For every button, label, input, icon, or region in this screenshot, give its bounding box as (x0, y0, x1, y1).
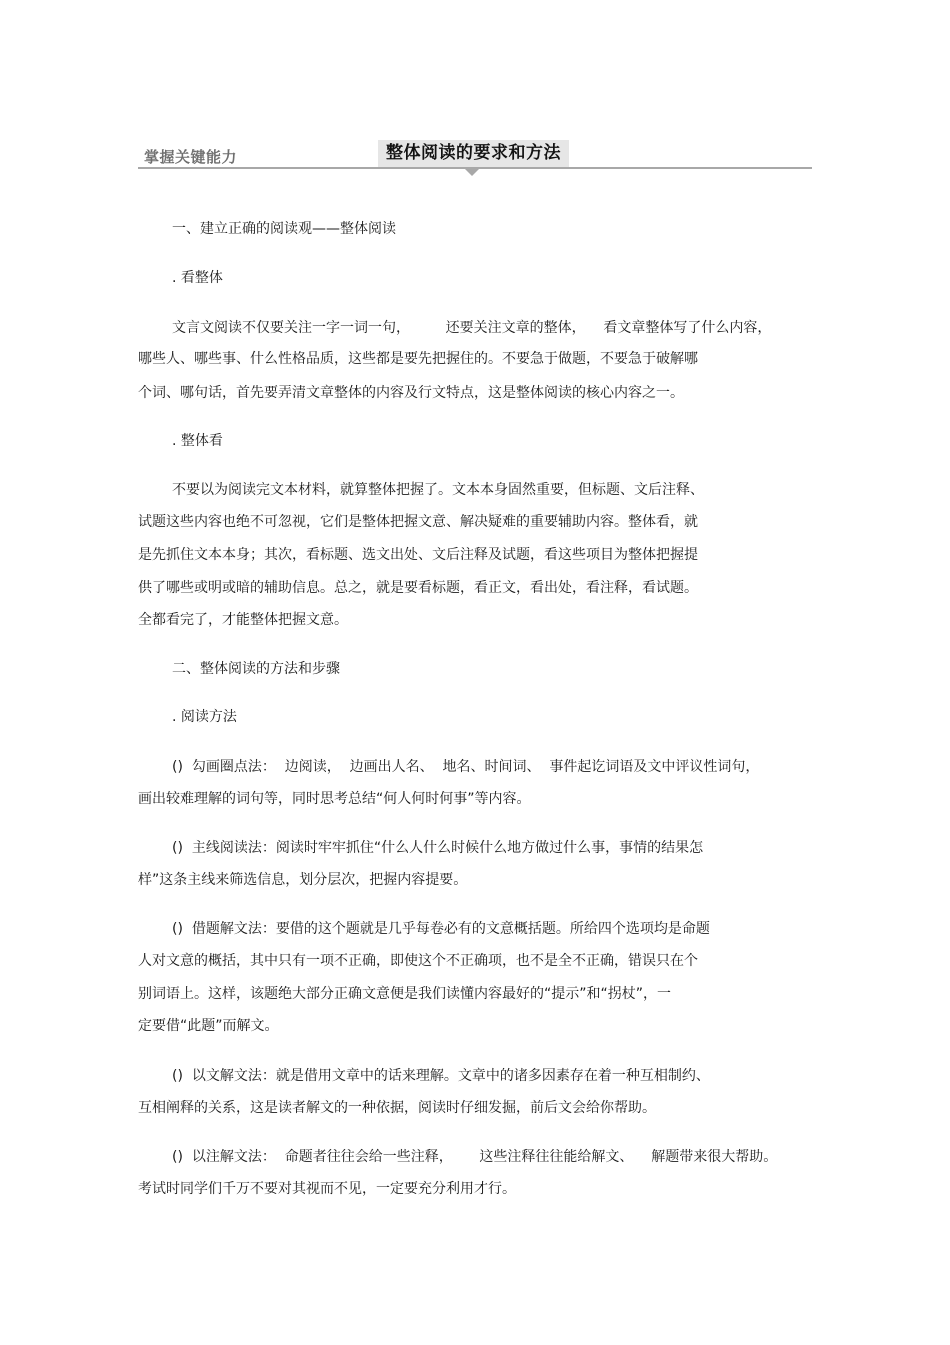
section-header (138, 138, 812, 172)
section-heading: 一、建立正确的阅读观——整体阅读 (172, 221, 396, 237)
method-line: () 勾画圈点法： 边阅读， 边画出人名、 地名、时间词、 事件起讫词语及文中评议性词句， (172, 759, 760, 775)
paragraph-line: 供了哪些或明或暗的辅助信息。总之，就是要看标题，看正文，看出处，看注释，看试题。 (138, 580, 698, 596)
paragraph-line: 不要以为阅读完文本材料，就算整体把握了。文本本身固然重要，但标题、文后注释、 (172, 482, 704, 498)
subsection-heading: . 整体看 (172, 433, 223, 449)
paragraph-line: 试题这些内容也绝不可忽视，它们是整体把握文意、解决疑难的重要辅助内容。整体看，就 (138, 514, 698, 530)
header-pointer (465, 169, 479, 176)
paragraph-line: 是先抓住文本本身；其次，看标题、选文出处、文后注释及试题，看这些项目为整体把握提 (138, 547, 698, 563)
paragraph-line: 文言文阅读不仅要关注一字一词一句， 还要关注文章的整体， 看文章整体写了什么内容， (172, 320, 772, 336)
paragraph-line: 全都看完了，才能整体把握文意。 (138, 612, 348, 628)
method-line: 人对文意的概括，其中只有一项不正确，即使这个不正确项，也不是全不正确，错误只在个 (138, 953, 698, 969)
method-line: 互相阐释的关系，这是读者解文的一种依据，阅读时仔细发掘，前后文会给你帮助。 (138, 1100, 656, 1116)
method-line: () 借题解文法：要借的这个题就是几乎每卷必有的文意概括题。所给四个选项均是命题 (172, 921, 710, 937)
method-line: 别词语上。这样，该题绝大部分正确文意便是我们读懂内容最好的“提示”和“拐杖”，一 (138, 986, 672, 1002)
paragraph-line: 哪些人、哪些事、什么性格品质，这些都是要先把握住的。不要急于做题，不要急于破解哪 (138, 351, 698, 367)
method-line: 考试时同学们千万不要对其视而不见，一定要充分利用才行。 (138, 1181, 516, 1197)
subsection-heading: . 阅读方法 (172, 709, 237, 725)
header-title-box (378, 140, 569, 167)
subsection-heading: . 看整体 (172, 270, 223, 286)
method-line: 定要借“此题”而解文。 (138, 1018, 279, 1034)
method-line: 画出较难理解的词句等，同时思考总结“何人何时何事”等内容。 (138, 791, 531, 807)
method-line: () 以注解文法： 命题者往往会给一些注释， 这些注释往往能给解文、 解题带来很大帮助。 (172, 1149, 778, 1165)
method-line: () 主线阅读法：阅读时牢牢抓住“什么人什么时候什么地方做过什么事，事情的结果怎 (172, 840, 704, 856)
paragraph-line: 个词、哪句话，首先要弄清文章整体的内容及行文特点，这是整体阅读的核心内容之一。 (138, 385, 684, 401)
method-line: () 以文解文法：就是借用文章中的话来理解。文章中的诸多因素存在着一种互相制约、 (172, 1068, 710, 1084)
method-line: 样”这条主线来筛选信息，划分层次，把握内容提要。 (138, 872, 468, 888)
section-heading: 二、整体阅读的方法和步骤 (172, 661, 340, 677)
header-left-label: 掌握关键能力 (144, 148, 238, 166)
header-title: 整体阅读的要求和方法 (386, 143, 561, 163)
